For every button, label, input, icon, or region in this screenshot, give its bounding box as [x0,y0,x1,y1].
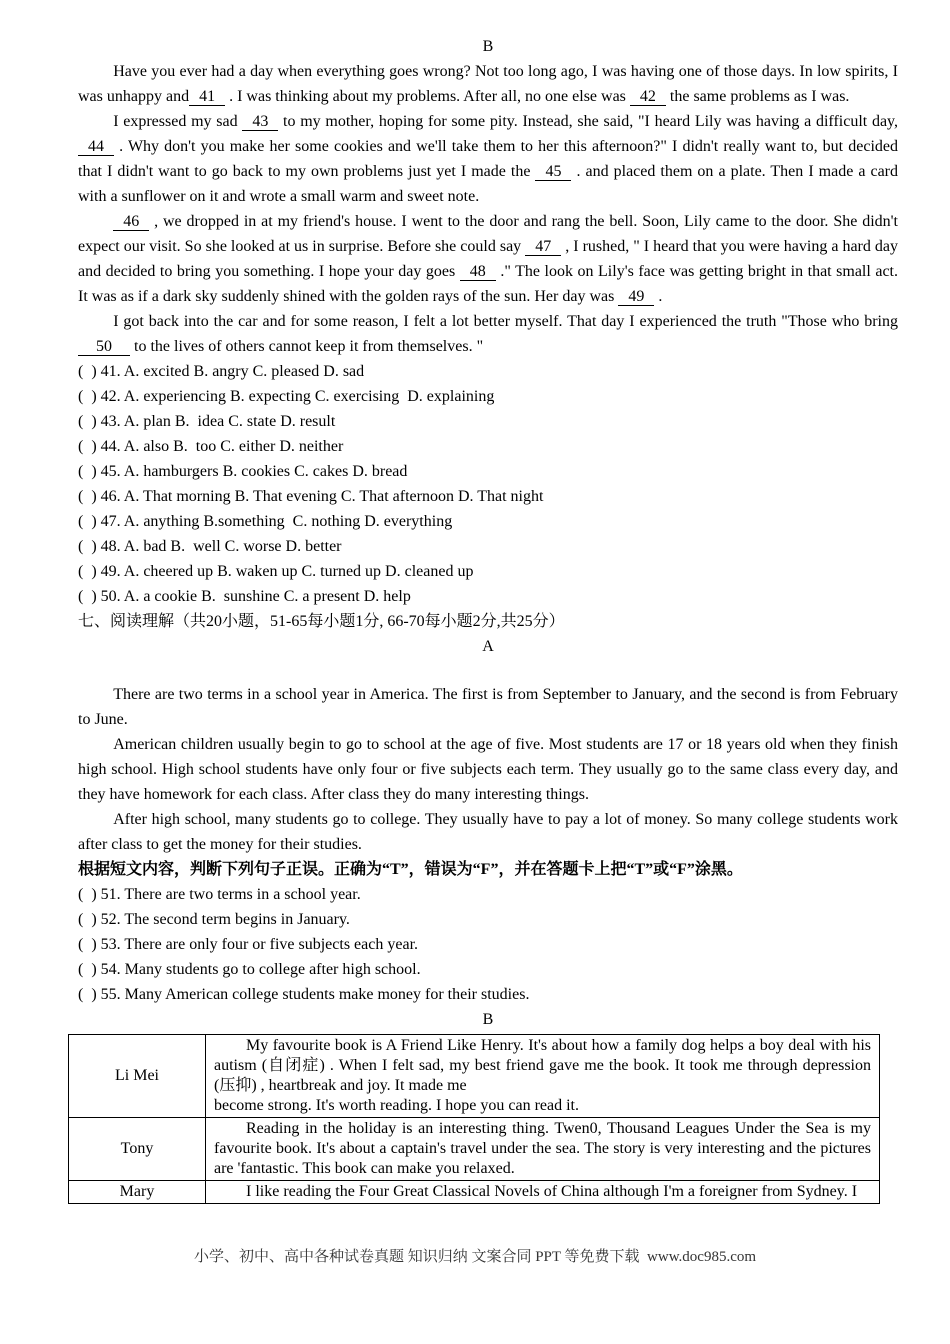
section-7-header: 七、阅读理解（共20小题，51-65每小题1分, 66-70每小题2分,共25分） [78,613,565,630]
cloze-option-41: ( ) 41. A. excited B. angry C. pleased D. sad [78,363,365,380]
cloze-option-50: ( ) 50. A. a cookie B. sunshine C. a present D. help [78,588,411,605]
book-table [68,1034,880,1204]
person-name-cell: Mary [69,1181,206,1204]
reading-paragraph-2: American children usually begin to go to school at the age of five. Most students are 17 or 18 years old when they finish high school. High school students have only four or five subjects each term. They usually go to the same class every day, and they have homework for each class. After class they do many interesting things. [78,736,898,803]
cloze-paragraph-2: I expressed my sad 43 to my mother, hoping for some pity. Instead, she said, "I heard Lily was having a difficult day, 44 . Why don't you make her some cookies and we'll take them to her this afternoon?" I didn't really want to, but decided that I didn't want to go back to my own problems just yet I made the 45 . and placed them on a plate. Then I made a card with a sunflower on it and wrote a small warm and sweet note. [78,113,899,205]
blank-47: 47 [525,238,561,256]
cloze-paragraph-3: 46 , we dropped in at my friend's house. I went to the door and rang the bell. Soon, Lily came to the door. She didn't expect our visit. So she looked at us in surprise. Before she could say 47 , I rushed, " I heard that you were having a hard day and decided to bring you something. I hope your day goes 48 ." The look on Lily's face was getting bright in that small act. It was as if a dark sky suddenly shined with the golden rays of the sun. Her day was 49 . [78,213,898,305]
cloze-option-43: ( ) 43. A. plan B. idea C. state D. result [78,413,336,430]
cloze-option-49: ( ) 49. A. cheered up B. waken up C. turned up D. cleaned up [78,563,474,580]
table-row [69,1035,880,1118]
blank-49: 49 [618,288,654,306]
cloze-option-48: ( ) 48. A. bad B. well C. worse D. better [78,538,342,555]
footer-note: 小学、初中、高中各种试卷真题 知识归纳 文案合同 PPT 等免费下载 www.doc985.com [193,1249,757,1265]
book-description-cell [206,1181,880,1204]
blank-43: 43 [242,113,278,131]
true-false-instruction: 根据短文内容，判断下列句子正误。正确为“T”，错误为“F”，并在答题卡上把“T”或“F”涂黑。 [78,861,743,878]
blank-46: 46 [113,213,149,231]
tf-item-52: ( ) 52. The second term begins in January. [78,911,350,928]
cloze-section-label: B [482,38,494,55]
reading-section-b-label: B [482,1011,494,1028]
blank-45: 45 [535,163,571,181]
person-name-cell: Tony [69,1118,206,1181]
blank-41: 41 [189,88,225,106]
book-description-text: become strong. It's worth reading. I hope you can read it. [214,1097,579,1114]
book-description-cell [206,1035,880,1118]
book-description-cell [206,1118,880,1181]
cloze-option-45: ( ) 45. A. hamburgers B. cookies C. cakes D. bread [78,463,408,480]
table-row [69,1181,880,1204]
tf-item-53: ( ) 53. There are only four or five subjects each year. [78,936,419,953]
spacer [78,659,898,682]
blank-48: 48 [460,263,496,281]
book-description-text: I like reading the Four Great Classical Novels of China although I'm a foreigner from Sydney. I [246,1183,858,1200]
reading-paragraph-3: After high school, many students go to college. They usually have to pay a lot of money. So many college students work after class to get the money for their studies. [78,811,898,853]
cloze-paragraph-4: I got back into the car and for some reason, I felt a lot better myself. That day I experienced the truth "Those who bring 50 to the lives of others cannot keep it from themselves. " [78,309,898,359]
person-name-cell: Li Mei [69,1035,206,1118]
blank-50: 50 [78,338,130,356]
tf-item-55: ( ) 55. Many American college students make money for their studies. [78,986,530,1003]
blank-42: 42 [630,88,666,106]
cloze-option-46: ( ) 46. A. That morning B. That evening C. That afternoon D. That night [78,488,544,505]
cloze-paragraph-1: Have you ever had a day when everything goes wrong? Not too long ago, I was having one of those days. In low spirits, I was unhappy and 41 . I was thinking about my problems. After all, no one else was 42 the same problems as I was. [78,63,898,105]
cloze-option-42: ( ) 42. A. experiencing B. expecting C. exercising D. explaining [78,388,495,405]
table-row [69,1118,880,1181]
tf-item-54: ( ) 54. Many students go to college after high school. [78,961,421,978]
reading-section-a-label: A [482,638,494,655]
blank-44: 44 [78,138,114,156]
reading-paragraph-1: There are two terms in a school year in America. The first is from September to January, and the second is from February to June. [78,686,898,728]
cloze-option-47: ( ) 47. A. anything B.something C. nothing D. everything [78,513,453,530]
book-description-text: Reading in the holiday is an interesting thing. Twen0, Thousand Leagues Under the Sea is my favourite book. It's about a captain's travel under the sea. The story is very interesting and the pictures are 'fantastic. This book can make you relaxed. [214,1120,871,1177]
cloze-option-44: ( ) 44. A. also B. too C. either D. neither [78,438,344,455]
tf-item-51: ( ) 51. There are two terms in a school year. [78,886,361,903]
book-description-text: My favourite book is A Friend Like Henry. It's about how a family dog helps a boy deal with his autism (自闭症) . When I felt sad, my best friend gave me the book. It took me through depression (压抑) , heartbreak and joy. It made me [214,1037,871,1094]
